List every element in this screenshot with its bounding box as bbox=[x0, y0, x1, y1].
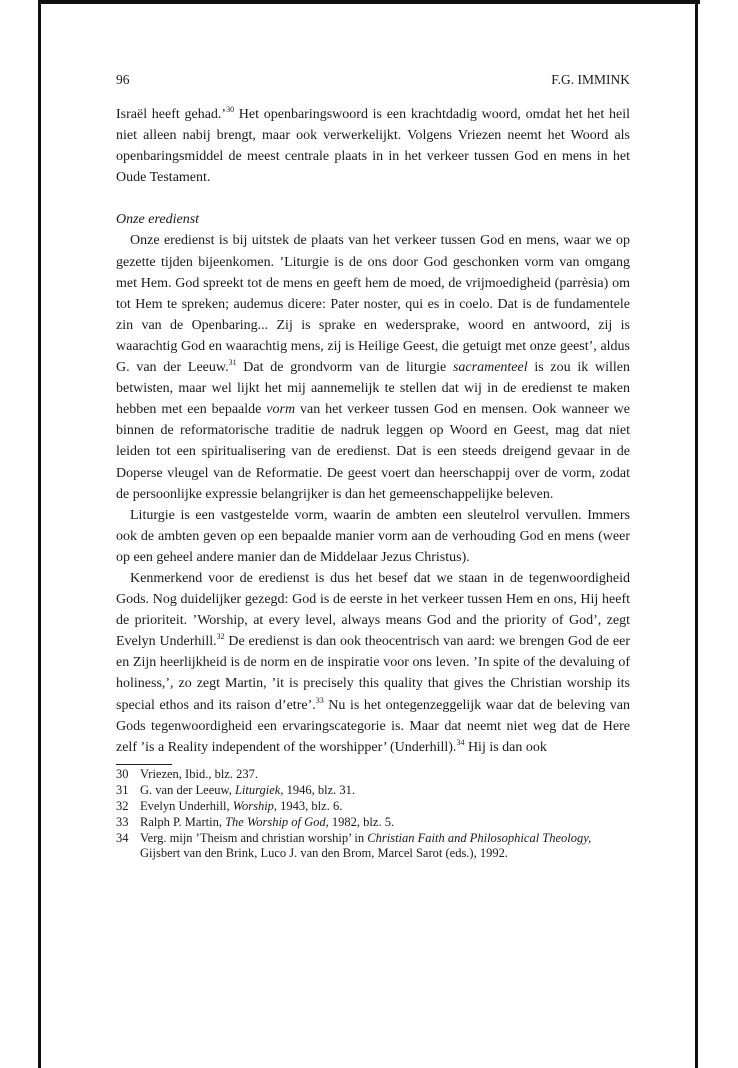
footnote-number: 30 bbox=[116, 766, 129, 781]
page bbox=[116, 72, 630, 862]
footnote-ref: 34 bbox=[456, 737, 465, 747]
page-right-edge bbox=[695, 0, 698, 1068]
text-span: Hij is dan ook bbox=[464, 739, 547, 755]
text-span: Dat de grondvorm van de liturgie bbox=[236, 360, 453, 376]
text-span: De eredienst is dan ook theocentrisch van aard: we brengen God de eer en Zijn heerlijkheid is de norm en de inspiratie voor ons leven. ’In spite of the devaluing of holiness,’, zo zegt Martin, ’it is precisely this quality that gives the Christian worship its special ethos and its raison d’etre’. bbox=[116, 634, 630, 713]
footnotes bbox=[116, 764, 630, 861]
footnote bbox=[116, 815, 630, 830]
italic-title: The Worship of God, bbox=[225, 814, 329, 829]
section-heading: Onze eredienst bbox=[116, 212, 200, 228]
body-text bbox=[116, 104, 630, 758]
text-span: 1946, blz. 31. bbox=[283, 782, 356, 797]
text-span: Gijsbert van den Brink, Luco J. van den Brom, Marcel Sarot (eds.), 1992. bbox=[140, 845, 508, 860]
footnote-ref: 32 bbox=[216, 632, 225, 642]
text-span: Nu is het ontegenzeggelijk waar dat de beleving van Gods tegenwoordigheid een ervaringscategorie is. Maar dat neemt niet weg dat de Here zelf ’is a Reality independent of the worshipper’ (Underhill). bbox=[116, 697, 630, 755]
italic-term: sacramenteel bbox=[452, 360, 528, 376]
text-span: van het verkeer tussen God en mensen. Ook wanneer we binnen de reformatorische traditie de nadruk leggen op Woord en Geest, mag dat niet leiden tot een spiritualisering van de eredienst. Dat is een steeds dreigend gevaar in de Doperse vleugel van de Reformatie. De geest voert dan heerschappij over de vorm, zodat de persoonlijke expressie belangrijker is dan het gemeenschappelijke beleven. bbox=[116, 402, 630, 502]
footnote-number: 32 bbox=[116, 798, 129, 813]
italic-title: Liturgiek, bbox=[234, 782, 284, 797]
footnote bbox=[116, 767, 630, 782]
paragraph-4 bbox=[116, 568, 630, 758]
text-span: 1943, blz. 6. bbox=[277, 798, 343, 813]
footnote-number: 34 bbox=[116, 830, 129, 845]
footnote-ref: 30 bbox=[226, 105, 235, 114]
footnote bbox=[116, 783, 630, 798]
text-span: Onze eredienst is bij uitstek de plaats van het verkeer tussen God en mens, waar we op gezette tijden bijeenkomen. ’Liturgie is de ons door God geschonken vorm van omgang met Hem. God spreekt tot de mens en geeft hem de moed, de vrijmoedigheid (parrèsia) om tot Hem te spreken; audemus dicere: Pater noster, qui es in coelo. Dat is de fundamentele zin van de Openbaring... Zij is sprake en wedersprake, woord en antwoord, zij is waarachtig God en waarachtig mens, zij is Heilige Geest, die getuigt met onze geest’, aldus G. van der Leeuw. bbox=[116, 233, 630, 376]
text-span: Verg. mijn ’Theism and christian worship’ in bbox=[140, 830, 368, 845]
page-left-edge bbox=[38, 0, 41, 1068]
footnote bbox=[116, 831, 630, 861]
text-span: Vriezen, Ibid., blz. 237. bbox=[140, 766, 258, 781]
text-span: Israël heeft gehad.’ bbox=[116, 107, 227, 122]
paragraph-3: Liturgie is een vastgestelde vorm, waarin de ambten een sleutelrol vervullen. Immers ook de ambten geven op een bepaalde manier vorm aan de verhouding God en mens (weer op een geheel andere manier dan de Middelaar Jezus Christus). bbox=[116, 507, 630, 565]
paragraph-gap bbox=[116, 188, 630, 209]
paragraph-2 bbox=[116, 230, 630, 504]
footnote-text bbox=[140, 815, 630, 830]
text-span: Kenmerkend voor de eredienst is dus het besef dat we staan in de tegenwoordigheid Gods. Nog duidelijker gezegd: God is de eerste in het verkeer tussen Hem en ons, Hij heeft de prioriteit. ’Worship, at every level, always means God and the priority of God’, zegt Evelyn Underhill. bbox=[116, 570, 630, 650]
text-span: 1982, blz. 5. bbox=[328, 814, 395, 829]
paragraph-1 bbox=[116, 104, 630, 188]
text-span: G. van der Leeuw, bbox=[140, 782, 235, 797]
italic-term: vorm bbox=[266, 402, 296, 418]
footnote-text bbox=[140, 799, 630, 814]
footnote-ref: 31 bbox=[228, 358, 237, 368]
running-header bbox=[116, 72, 630, 92]
page-top-edge bbox=[38, 0, 700, 4]
footnote-ref: 33 bbox=[315, 695, 324, 705]
page-number: 96 bbox=[116, 72, 130, 87]
italic-title: Christian Faith and Philosophical Theology, bbox=[367, 830, 592, 845]
text-span: Evelyn Underhill, bbox=[140, 798, 233, 813]
footnote-text bbox=[140, 767, 630, 782]
footnote-number: 33 bbox=[116, 814, 129, 829]
footnote-number: 31 bbox=[116, 782, 129, 797]
footnote bbox=[116, 799, 630, 814]
footnote-text bbox=[140, 831, 630, 861]
italic-title: Worship, bbox=[232, 798, 278, 813]
text-span: is zou ik willen betwisten, maar wel lijkt het mij aannemelijk te stellen dat wij in de eredienst te maken hebben met een bepaalde bbox=[116, 360, 630, 418]
text-span: Het openbaringswoord is een krachtdadig woord, omdat het het heil niet alleen nabij brengt, maar ook verwerkelijkt. Volgens Vriezen neemt het Woord als openbaringsmiddel de meest centrale plaats in in het verkeer tussen God en mens in het Oude Testament. bbox=[116, 107, 630, 186]
running-author: F.G. IMMINK bbox=[551, 72, 630, 87]
footnote-rule bbox=[116, 764, 172, 765]
text-span: Ralph P. Martin, bbox=[140, 814, 226, 829]
footnote-text bbox=[140, 783, 630, 798]
